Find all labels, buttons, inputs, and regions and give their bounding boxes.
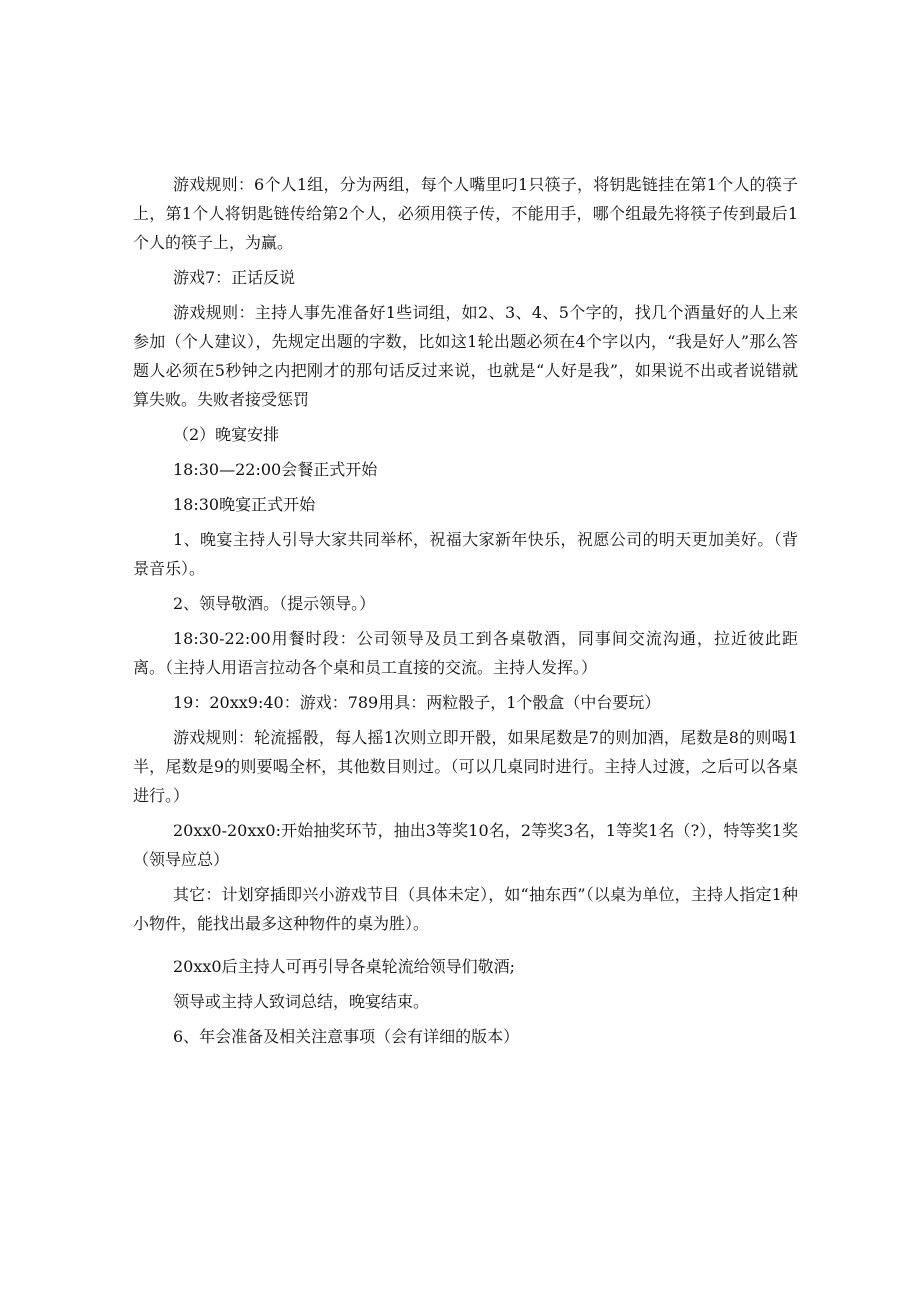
paragraph-toast: 1、晚宴主持人引导大家共同举杯，祝福大家新年快乐，祝愿公司的明天更加美好。（背景音乐）。 [133, 530, 798, 578]
paragraph-closing-speech: 领导或主持人致词总结，晚宴结束。 [173, 992, 430, 1011]
document-body [133, 170, 798, 1057]
paragraph-dice-game: 19：20xx9:40：游戏：789用具：两粒骰子，1个骰盒（中台要玩） [173, 693, 661, 712]
paragraph-other-games: 其它：计划穿插即兴小游戏节目（具体未定），如“抽东西”（以桌为单位，主持人指定1种小物件，能找出最多这种物件的桌为胜）。 [133, 885, 798, 933]
paragraph-dinner-time: 18:30—22:00会餐正式开始 [173, 460, 378, 479]
paragraph-leader-toast: 2、领导敬酒。（提示领导。） [173, 594, 376, 613]
paragraph-lottery: 20xx0-20xx0:开始抽奖环节，抽出3等奖10名，2等奖3名，1等奖1名（?），特等奖1奖（领导应总） [133, 821, 798, 869]
paragraph-banquet-heading: （2）晚宴安排 [173, 425, 280, 444]
paragraph-dining-period: 18:30-22:00用餐时段：公司领导及员工到各桌敬酒，同事间交流沟通，拉近彼此距离。（主持人用语言拉动各个桌和员工直接的交流。主持人发挥。） [133, 629, 798, 677]
paragraph-dice-rules: 游戏规则：轮流摇骰，每人摇1次则立即开骰，如果尾数是7的则加酒，尾数是8的则喝1半，尾数是9的则要喝全杯，其他数目则过。（可以几桌同时进行。主持人过渡，之后可以各桌进行。） [133, 728, 798, 805]
paragraph-preparation-notes: 6、年会准备及相关注意事项（会有详细的版本） [173, 1027, 520, 1046]
paragraph-host-toast: 20xx0后主持人可再引导各桌轮流给领导们敬酒; [173, 957, 515, 976]
paragraph-game-7-title: 游戏7：正话反说 [173, 268, 296, 287]
paragraph-banquet-start: 18:30晚宴正式开始 [173, 495, 316, 514]
paragraph-game-rules-chopsticks: 游戏规则：6个人1组，分为两组，每个人嘴里叼1只筷子，将钥匙链挂在第1个人的筷子上，第1个人将钥匙链传给第2个人，必须用筷子传，不能用手，哪个组最先将筷子传到最后1个人的筷子上，为赢。 [133, 175, 798, 252]
paragraph-game-rules-reverse: 游戏规则：主持人事先准备好1些词组，如2、3、4、5个字的，找几个酒量好的人上来参加（个人建议），先规定出题的字数，比如这1轮出题必须在4个字以内，“我是好人”那么答题人必须在5秒钟之内把刚才的那句话反过来说，也就是“人好是我”，如果说不出或者说错就算失败。失败者接受惩罚 [133, 303, 798, 409]
